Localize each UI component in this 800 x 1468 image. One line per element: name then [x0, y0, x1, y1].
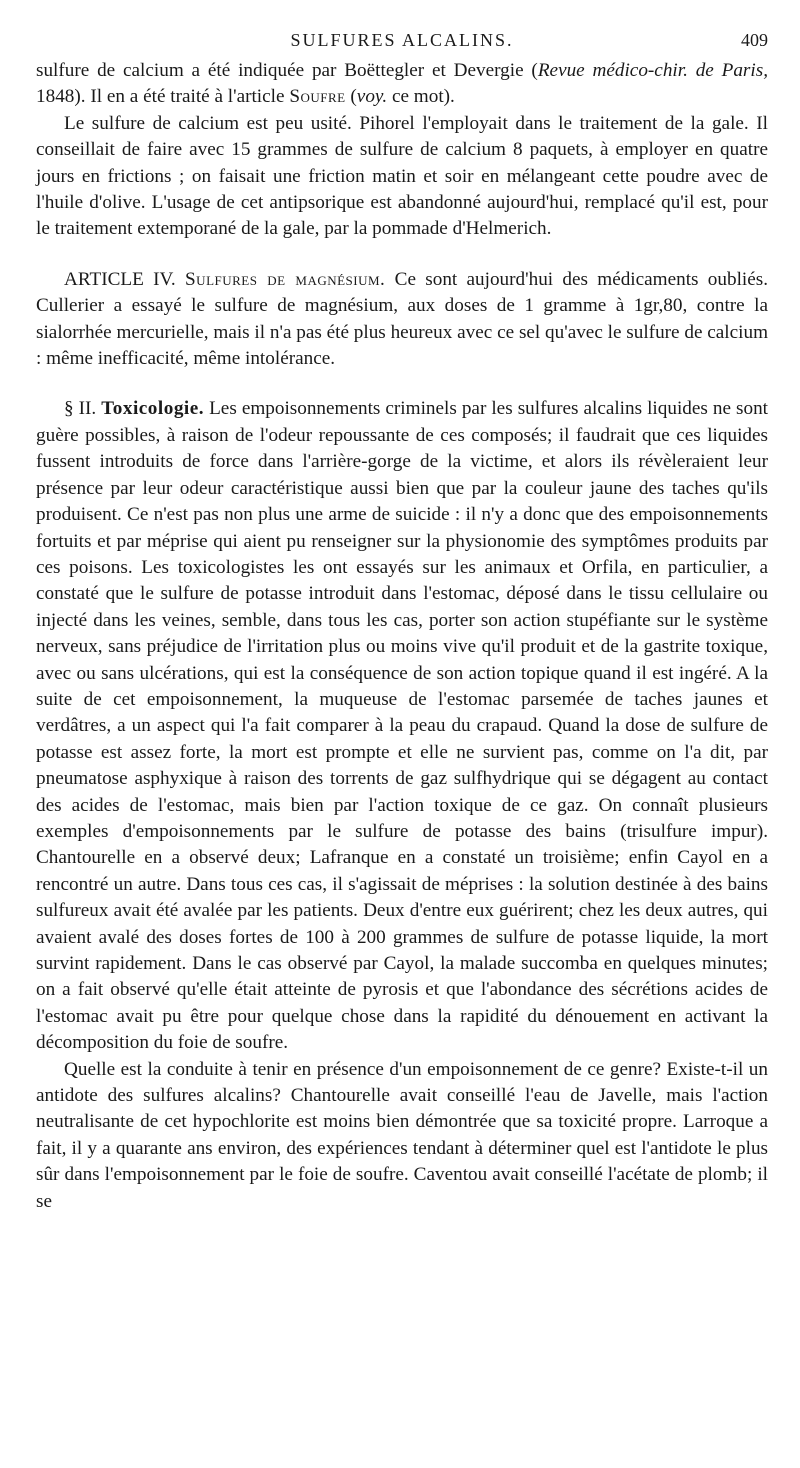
article-heading: Sulfures de magnésium. [185, 268, 386, 290]
article-text: Ce sont aujourd'hui des médicaments oubliés. Cullerier a essayé le sulfure de magnésium, aux doses de 1 gramme à 1gr,80, contre la sialorrhée mercurielle, mais il n'a pas été plus heureux avec ce sel qu'avec le sulfure de calcium : même inefficacité, même intolérance. [36, 268, 769, 370]
journal-citation: Revue médico-chir. de Paris, [537, 60, 768, 81]
p1-text-c: ( [345, 86, 357, 108]
cross-reference-soufre: Soufre [289, 86, 346, 108]
paragraph-antidote: Quelle est la conduite à tenir en présence d'un empoisonnement de ce genre? Existe-t-il un antidote des sulfures alcalins? Chantourelle avait conseillé l'eau de Javelle, mais l'action neutralisante de cet hypochlorite est moins bien démontrée que sa toxicité propre. Larroque a fait, il y a quarante ans environ, des expériences tendant à déterminer quel est l'antidote le plus sûr dans l'empoisonnement par le foie de soufre. Caventou avait conseillé l'acétate de plomb; il se [36, 1058, 768, 1212]
voy-abbrev: voy. [356, 86, 388, 108]
section-text: Les empoisonnements criminels par les sulfures alcalins liquides ne sont guère possibles, à raison de l'odeur repoussante de ces composés; il faudrait que ces liquides fussent introduits de force dans l'arrière-gorge de la victime, et alors ils révèleraient leur présence par leur odeur caractéristique aussi bien que par la couleur jaune des taches qu'ils produisent. Ce n'est pas non plus une arme de suicide : il n'y a donc que des empoisonnements fortuits et par méprise qui aient pu renseigner sur la physionomie des symptômes produits par ces poisons. Les toxicologistes les ont essayés sur les animaux et Orfila, en particulier, a constaté que le sulfure de potasse introduit dans l'estomac, déposé dans le tissu cellulaire ou injecté dans les veines, semble, dans tous les cas, porter son action stupéfiante sur le système nerveux, sans préjudice de l'irritation plus ou moins vive qu'il produit et de la gastrite toxique, avec ou sans ulcérations, qui est la conséquence de son action topique quand il est ingéré. A la suite de cet empoisonnement, la muqueuse de l'estomac parsemée de taches jaunes et verdâtres, a un aspect qui l'a fait comparer à la peau du crapaud. Quand la dose de sulfure de potasse est assez forte, la mort est prompte et elle ne survient pas, comme on l'a dit, par pneumatose asphyxique à raison des torrents de gaz sulfhydrique qui se dégagent au contact des acides de l'estomac, mais bien par l'action toxique de ce gaz. On connaît plusieurs exemples d'empoisonnements par le sulfure de potasse des bains (trisulfure impur). Chantourelle en a observé deux; Lafranque en a constaté un troisième; enfin Cayol en a rencontré un autre. Dans tous ces cas, il s'agissait de méprises : la solution destinée à des bains sulfureux avait été avalée par les patients. Deux d'entre eux guérirent; chez les deux autres, qui avaient avalé des doses fortes de 100 à 200 grammes de sulfure de potasse liquide, la mort survint rapidement. Dans le cas observé par Cayol, la malade succomba en quelques minutes; on a fait observé qu'elle était atteinte de pyrosis et que l'abondance des sécrétions acides de l'estomac avait pu être pour quelque chose dans la rapidité du dénouement en activant la décomposition du foie de soufre. [36, 398, 769, 1054]
p1-text-b: 1848). Il en a été traité à l'article [36, 86, 290, 108]
section-heading: Toxicologie. [101, 398, 205, 420]
document-page [36, 26, 768, 1215]
article-iv [36, 267, 768, 373]
section-label: § II. [64, 398, 97, 420]
running-title: SULFURES ALCALINS. [290, 30, 514, 50]
page-number: 409 [741, 30, 768, 50]
section-toxicologie [36, 396, 768, 1056]
running-header [36, 26, 768, 54]
p1-text-a: sulfure de calcium a été indiquée par Boëttegler et Devergie ( [36, 60, 538, 81]
paragraph-continuation [36, 58, 768, 111]
paragraph-calcium: Le sulfure de calcium est peu usité. Pihorel l'employait dans le traitement de la gale. Il conseillait de faire avec 15 grammes de sulfure de calcium 8 paquets, à employer en quatre jours en frictions ; on faisait une friction matin et soir en mélangeant cette poudre avec de l'huile d'olive. L'usage de cet antipsorique est abandonné aujourd'hui, remplacé qu'il est, pour le traitement extemporané de la gale, par la pommade d'Helmerich. [36, 112, 768, 240]
p1-text-d: ce mot). [387, 86, 455, 108]
article-label: ARTICLE IV. [64, 268, 176, 290]
